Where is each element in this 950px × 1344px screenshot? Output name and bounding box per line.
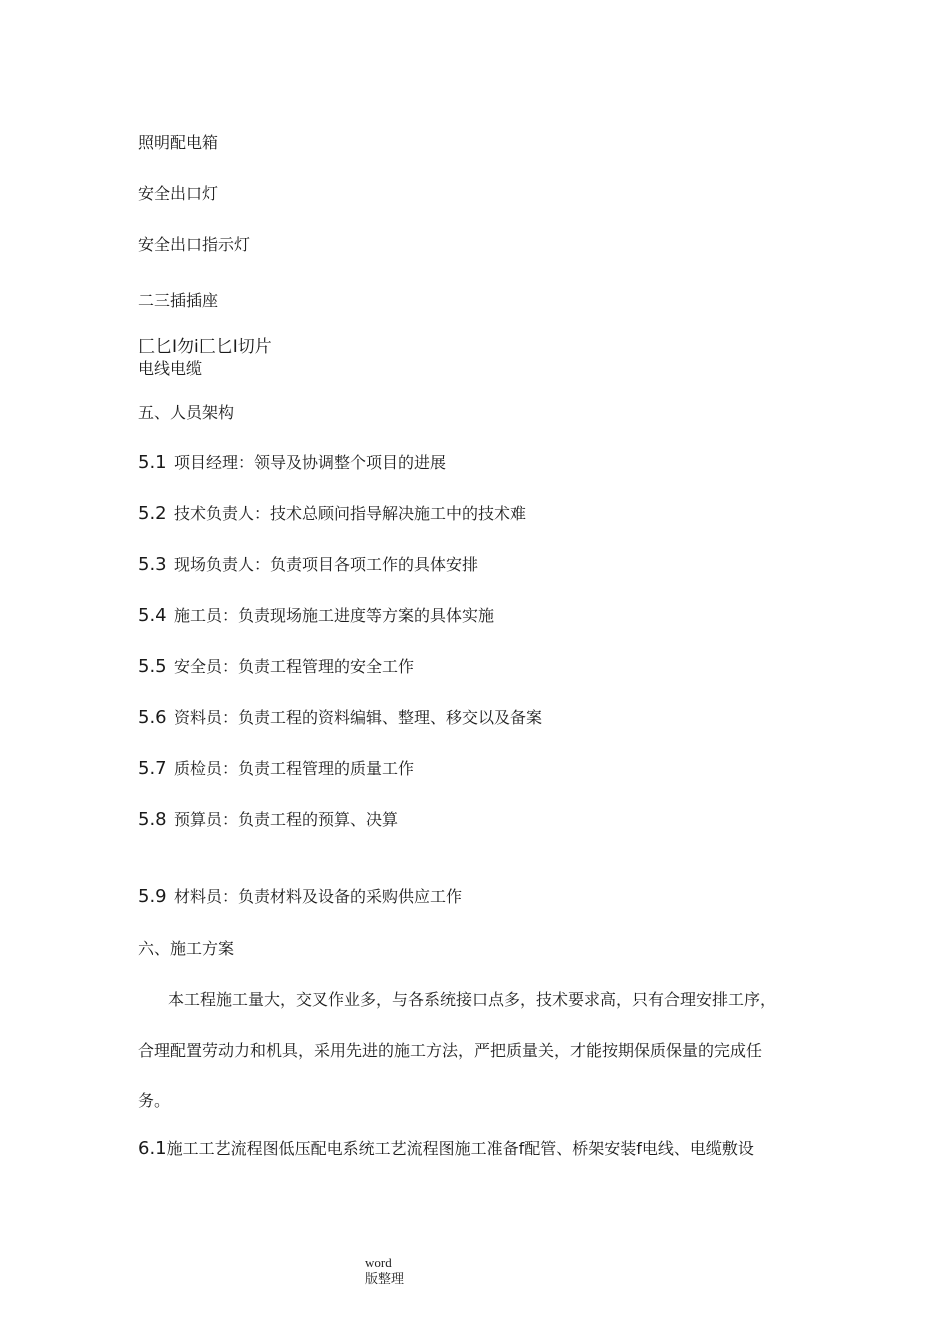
role-text: 材料员：负责材料及设备的采购供应工作 bbox=[174, 887, 463, 906]
footer-line-1: word bbox=[365, 1255, 392, 1270]
item-exit-light: 安全出口灯 bbox=[138, 184, 219, 203]
role-5-2 bbox=[138, 504, 526, 524]
item-lighting-box: 照明配电箱 bbox=[138, 133, 219, 152]
paragraph-line-2: 合理配置劳动力和机具，采用先进的施工方法，严把质量关，才能按期保质保量的完成任 bbox=[138, 1041, 763, 1060]
section-5-heading: 五、人员架构 bbox=[138, 403, 235, 422]
role-5-7 bbox=[138, 759, 414, 779]
role-number: 5.6 bbox=[138, 707, 167, 728]
role-number: 5.4 bbox=[138, 605, 167, 626]
role-5-8 bbox=[138, 810, 398, 830]
subsection-number: 6.1 bbox=[138, 1138, 167, 1159]
role-5-4 bbox=[138, 606, 494, 626]
role-text: 质检员：负责工程管理的质量工作 bbox=[174, 759, 415, 778]
subsection-text: 施工工艺流程图低压配电系统工艺流程图施工准备f配管、桥架安装f电线、电缆敷设 bbox=[166, 1139, 754, 1158]
role-text: 技术负责人：技术总顾问指导解决施工中的技术难 bbox=[174, 504, 527, 523]
role-5-9 bbox=[138, 887, 462, 907]
role-text: 项目经理：领导及协调整个项目的进展 bbox=[174, 453, 447, 472]
footer-line-2: 版整理 bbox=[365, 1271, 405, 1286]
role-number: 5.9 bbox=[138, 886, 167, 907]
section-6-heading: 六、施工方案 bbox=[138, 939, 235, 958]
paragraph-line-3: 务。 bbox=[138, 1091, 171, 1110]
role-5-6 bbox=[138, 708, 542, 728]
role-number: 5.1 bbox=[138, 452, 167, 473]
item-cable: 电线电缆 bbox=[138, 359, 203, 378]
role-number: 5.3 bbox=[138, 554, 167, 575]
role-text: 预算员：负责工程的预算、决算 bbox=[174, 810, 399, 829]
role-text: 安全员：负责工程管理的安全工作 bbox=[174, 657, 415, 676]
item-exit-sign: 安全出口指示灯 bbox=[138, 235, 251, 254]
item-socket: 二三插插座 bbox=[138, 291, 219, 310]
role-5-1 bbox=[138, 453, 446, 473]
role-5-3 bbox=[138, 555, 478, 575]
paragraph-line-1: 本工程施工量大，交叉作业多，与各系统接口点多，技术要求高，只有合理安排工序， bbox=[168, 990, 777, 1009]
role-number: 5.2 bbox=[138, 503, 167, 524]
role-text: 资料员：负责工程的资料编辑、整理、移交以及备案 bbox=[174, 708, 543, 727]
role-number: 5.5 bbox=[138, 656, 167, 677]
role-number: 5.8 bbox=[138, 809, 167, 830]
role-text: 施工员：负责现场施工进度等方案的具体实施 bbox=[174, 606, 495, 625]
subsection-6-1 bbox=[138, 1139, 754, 1159]
role-number: 5.7 bbox=[138, 758, 167, 779]
role-text: 现场负责人：负责项目各项工作的具体安排 bbox=[174, 555, 479, 574]
role-5-5 bbox=[138, 657, 414, 677]
item-garbled: 匚匕I勿i匚匕I切片 bbox=[138, 337, 272, 357]
